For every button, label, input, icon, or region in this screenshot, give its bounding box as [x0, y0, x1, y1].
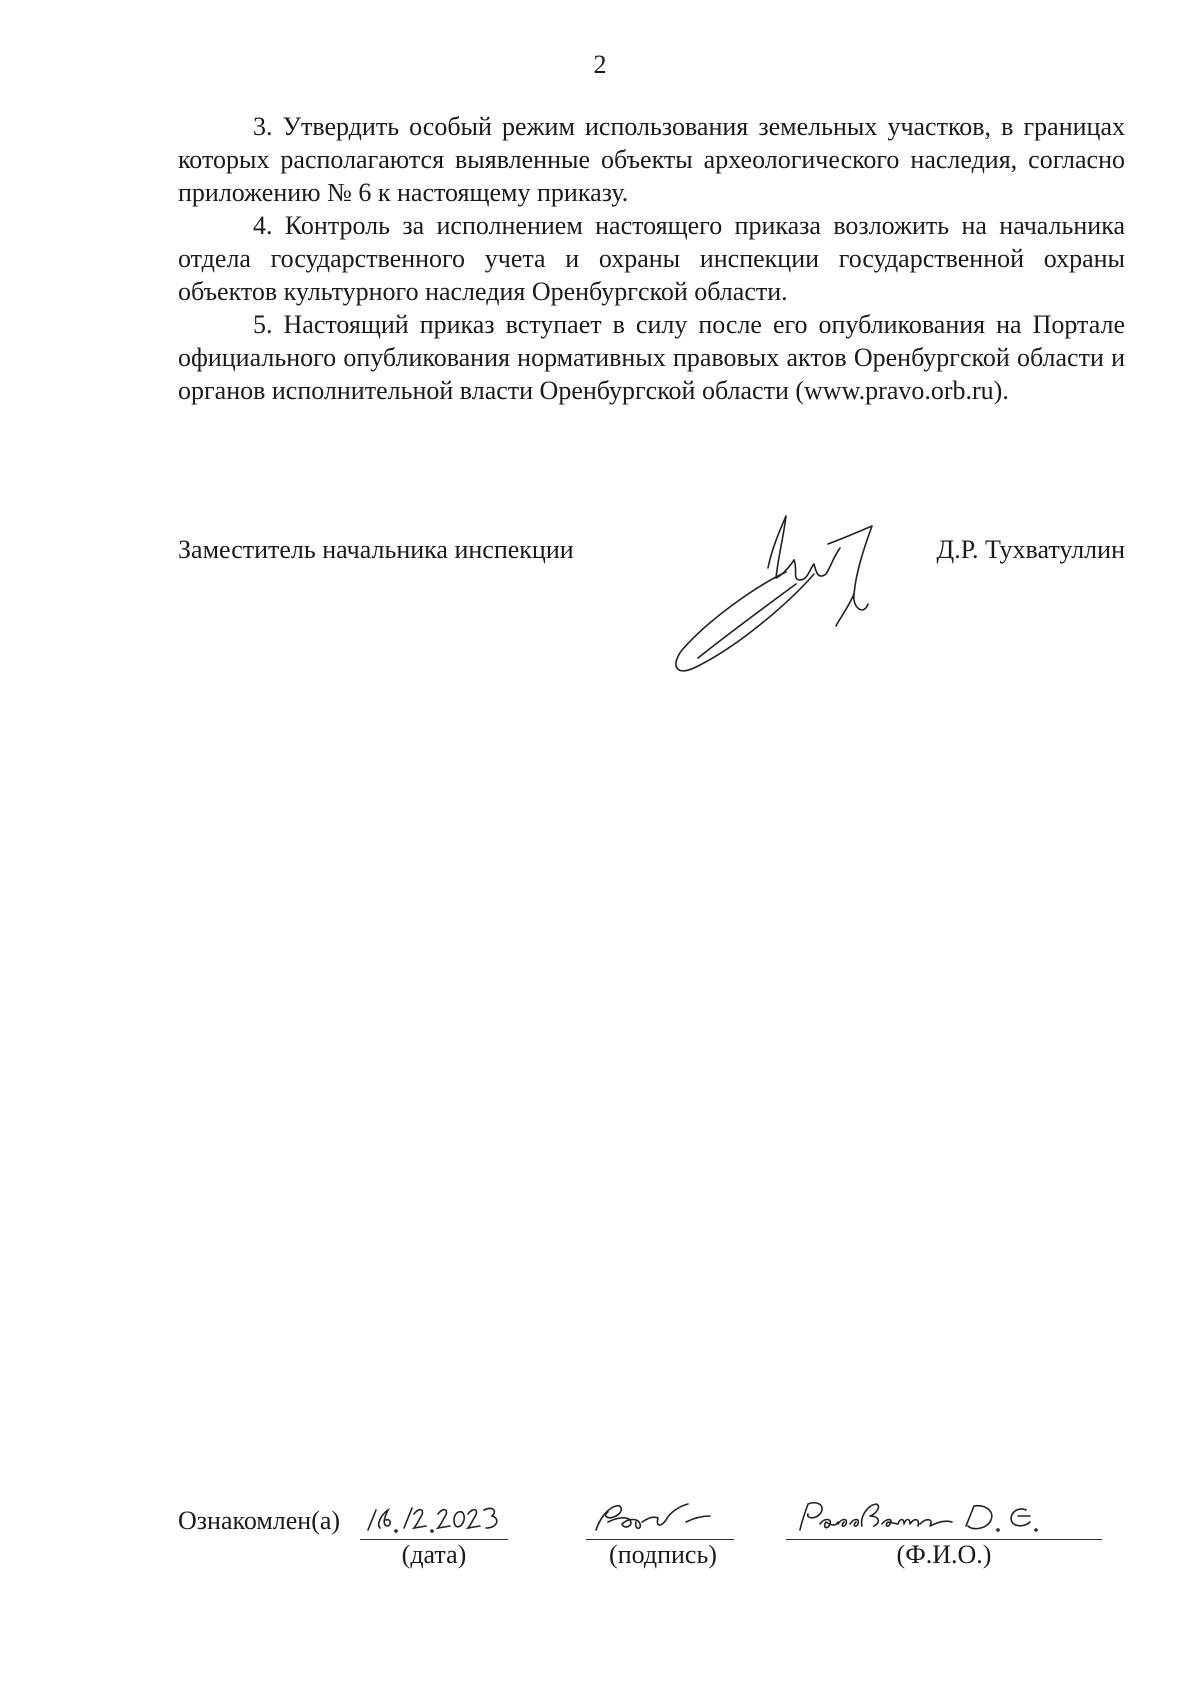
page-number: 2 — [593, 50, 607, 79]
signature-field — [586, 1496, 734, 1540]
paragraph-4: 4. Контроль за исполнением настоящего приказа возложить на начальника отдела государственного учета и охраны инспекции государственной охраны объектов культурного наследия Оренбургской области. — [178, 211, 1125, 306]
document-body — [178, 110, 1125, 407]
fio-field — [786, 1496, 1102, 1540]
date-caption: (дата) — [401, 1540, 467, 1569]
date-field — [360, 1496, 508, 1540]
handwritten-signature — [668, 508, 908, 678]
handwritten-date — [360, 1496, 508, 1540]
paragraph-5: 5. Настоящий приказ вступает в силу после его опубликования на Портале официального опубликования нормативных правовых актов Оренбургской области и органов исполнительной власти Оренбургской области (www.pravo.orb.ru). — [178, 310, 1125, 405]
signer-position: Заместитель начальника инспекции — [178, 535, 574, 564]
fio-caption: (Ф.И.О.) — [896, 1540, 992, 1569]
handwritten-name — [786, 1496, 1102, 1540]
signature-caption: (подпись) — [609, 1540, 717, 1569]
acknowledgement-label: Ознакомлен(а) — [178, 1506, 341, 1535]
handwritten-initials-signature — [586, 1496, 734, 1540]
paragraph-3: 3. Утвердить особый режим использования земельных участков, в границах которых располагаются выявленные объекты археологического наследия, согласно приложению № 6 к настоящему приказу. — [178, 112, 1125, 207]
acknowledgement-row — [178, 1496, 1138, 1576]
signer-name: Д.Р. Тухватуллин — [936, 535, 1125, 564]
